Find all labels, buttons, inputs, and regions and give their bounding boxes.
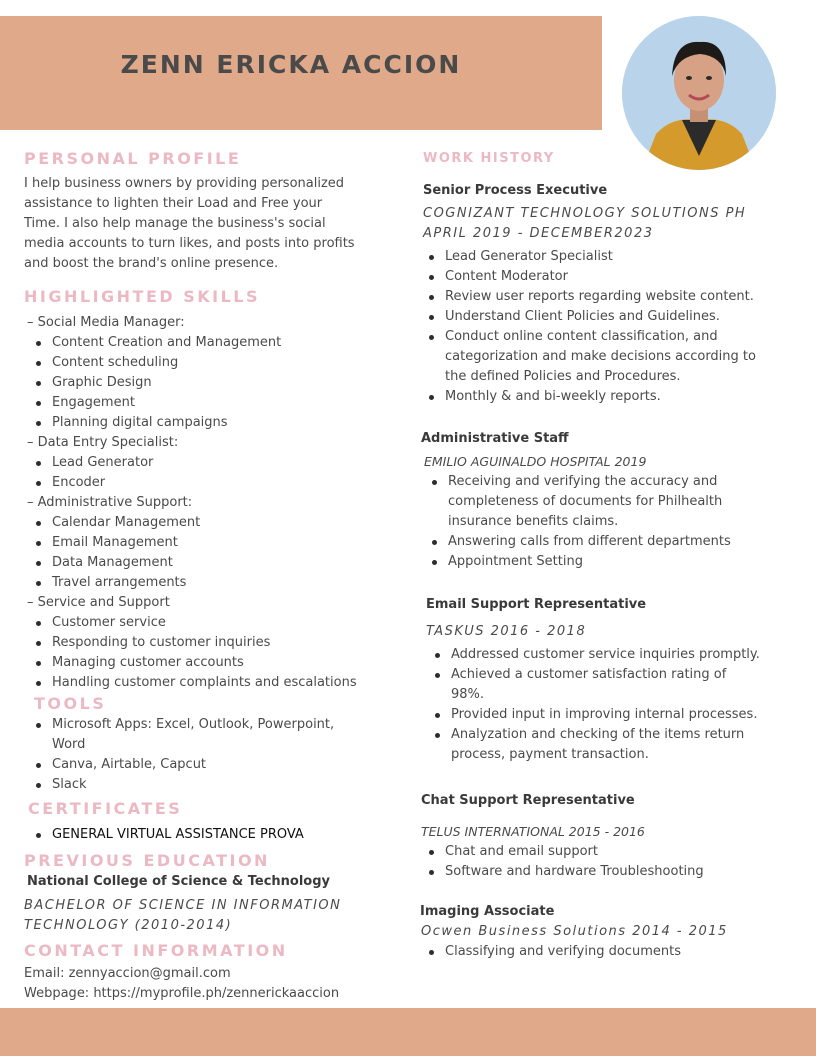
list-item: Handling customer complaints and escalations <box>52 673 357 693</box>
list-item: Answering calls from different departments <box>448 532 731 552</box>
profile-line: assistance to lighten their Load and Free your <box>24 196 323 211</box>
contact-webpage: Webpage: https://myprofile.ph/zennerickaaccion <box>24 986 340 1001</box>
skill-list-service-support <box>24 613 357 693</box>
list-item: GENERAL VIRTUAL ASSISTANCE PROVA <box>52 825 304 845</box>
job-title: Email Support Representative <box>426 597 647 612</box>
certificates-heading: CERTIFICATES <box>28 799 183 818</box>
list-item-continuation: process, payment transaction. <box>451 747 649 762</box>
job-duties-list <box>420 472 731 572</box>
list-item: Engagement <box>52 393 281 413</box>
list-item: Data Management <box>52 553 200 573</box>
list-item: Canva, Airtable, Capcut <box>52 755 334 775</box>
skill-group-label: – Administrative Support: <box>27 495 193 510</box>
list-item-continuation: Word <box>52 737 86 752</box>
list-item: Slack <box>52 775 334 795</box>
skill-list-admin-support <box>24 513 200 593</box>
job-duties-list <box>417 842 704 882</box>
contact-heading: CONTACT INFORMATION <box>24 941 288 960</box>
list-item: Review user reports regarding website content. <box>445 287 756 307</box>
contact-email: Email: zennyaccion@gmail.com <box>24 966 231 981</box>
work-history-heading: WORK HISTORY <box>423 151 555 166</box>
school-name: National College of Science & Technology <box>27 874 331 889</box>
list-item: Analyzation and checking of the items return <box>451 725 760 745</box>
list-item: Achieved a customer satisfaction rating of <box>451 665 760 685</box>
list-item: Understand Client Policies and Guidelines. <box>445 307 756 327</box>
list-item: Graphic Design <box>52 373 281 393</box>
list-item: Appointment Setting <box>448 552 731 572</box>
highlighted-skills-heading: HIGHLIGHTED SKILLS <box>24 287 261 306</box>
job-title: Senior Process Executive <box>423 183 608 198</box>
profile-line: I help business owners by providing personalized <box>24 176 345 191</box>
skill-group-label: – Service and Support <box>27 595 170 610</box>
skill-group-label: – Social Media Manager: <box>27 315 185 330</box>
list-item: Encoder <box>52 473 153 493</box>
profile-line: and boost the brand's online presence. <box>24 256 279 271</box>
list-item: Calendar Management <box>52 513 200 533</box>
skill-group-label: – Data Entry Specialist: <box>27 435 179 450</box>
personal-profile-heading: PERSONAL PROFILE <box>24 149 242 168</box>
list-item: Content Creation and Management <box>52 333 281 353</box>
list-item: Chat and email support <box>445 842 704 862</box>
list-item: Conduct online content classification, and <box>445 327 756 347</box>
list-item-continuation: insurance benefits claims. <box>448 514 619 529</box>
list-item: Content Moderator <box>445 267 756 287</box>
profile-summary <box>24 174 404 274</box>
job-title: Chat Support Representative <box>421 793 635 808</box>
list-item: Microsoft Apps: Excel, Outlook, Powerpoint, <box>52 715 334 735</box>
certificates-list <box>24 825 304 845</box>
education-heading: PREVIOUS EDUCATION <box>24 851 270 870</box>
list-item: Lead Generator <box>52 453 153 473</box>
job-company: EMILIO AGUINALDO HOSPITAL 2019 <box>424 454 647 469</box>
footer-band <box>0 1008 816 1056</box>
job-duties-list <box>423 645 760 765</box>
list-item: Email Management <box>52 533 200 553</box>
list-item: Classifying and verifying documents <box>445 942 681 962</box>
job-company: TELUS INTERNATIONAL 2015 - 2016 <box>421 824 645 839</box>
list-item-continuation: the defined Policies and Procedures. <box>445 369 681 384</box>
degree-line: BACHELOR OF SCIENCE IN INFORMATION <box>24 898 342 913</box>
candidate-name: ZENN ERICKA ACCION <box>120 50 462 79</box>
job-company: COGNIZANT TECHNOLOGY SOLUTIONS PH <box>423 206 747 221</box>
list-item: Planning digital campaigns <box>52 413 281 433</box>
skill-list-social-media <box>24 333 281 433</box>
list-item: Software and hardware Troubleshooting <box>445 862 704 882</box>
job-duties-list <box>417 942 681 962</box>
list-item: Travel arrangements <box>52 573 200 593</box>
job-company: Ocwen Business Solutions 2014 - 2015 <box>421 924 728 939</box>
portrait-illustration <box>622 16 776 170</box>
list-item: Provided input in improving internal processes. <box>451 705 760 725</box>
degree-line: TECHNOLOGY (2010-2014) <box>24 918 233 933</box>
list-item: Managing customer accounts <box>52 653 357 673</box>
job-dates: APRIL 2019 - DECEMBER2023 <box>423 226 654 241</box>
job-title: Administrative Staff <box>421 431 569 446</box>
list-item: Addressed customer service inquiries promptly. <box>451 645 760 665</box>
list-item-continuation: 98%. <box>451 687 485 702</box>
profile-photo <box>622 16 776 170</box>
tools-list <box>24 715 334 795</box>
list-item: Receiving and verifying the accuracy and <box>448 472 731 492</box>
list-item-continuation: categorization and make decisions according to <box>445 349 756 364</box>
tools-heading: TOOLS <box>34 694 107 713</box>
job-company: TASKUS 2016 - 2018 <box>426 624 587 639</box>
list-item: Content scheduling <box>52 353 281 373</box>
list-item: Monthly & and bi-weekly reports. <box>445 387 756 407</box>
list-item-continuation: completeness of documents for Philhealth <box>448 494 723 509</box>
list-item: Responding to customer inquiries <box>52 633 357 653</box>
list-item: Customer service <box>52 613 357 633</box>
list-item: Lead Generator Specialist <box>445 247 756 267</box>
skill-list-data-entry <box>24 453 153 493</box>
job-title: Imaging Associate <box>420 904 555 919</box>
profile-line: Time. I also help manage the business's social <box>24 216 326 231</box>
profile-line: media accounts to turn likes, and posts into profits <box>24 236 355 251</box>
job-duties-list <box>417 247 756 407</box>
